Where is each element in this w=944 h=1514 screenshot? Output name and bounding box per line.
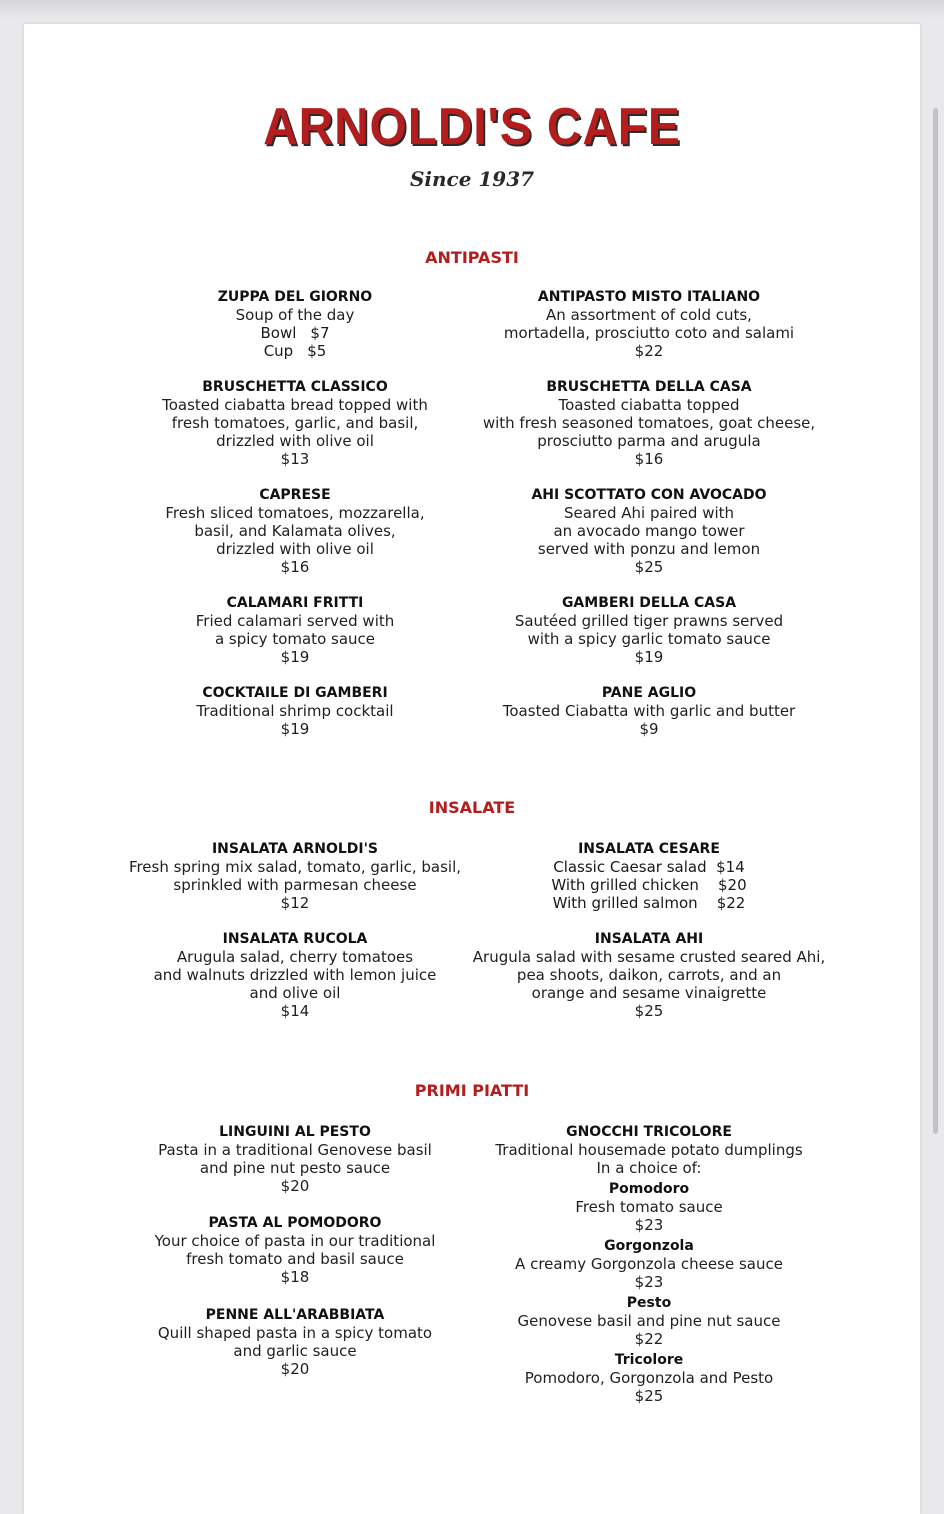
item-description: Traditional shrimp cocktail xyxy=(196,702,394,720)
logo-title: ARNOLDI'S CAFE xyxy=(263,98,681,156)
item-description: Sautéed grilled tiger prawns served xyxy=(514,612,784,630)
menu-item-caprese xyxy=(105,486,485,576)
menu-item-ahi-scottato xyxy=(459,486,839,576)
menu-item-insalata-rucola xyxy=(105,930,485,1020)
item-description: Traditional housemade potato dumplings xyxy=(495,1141,803,1159)
item-name: GNOCCHI TRICOLORE xyxy=(566,1124,732,1140)
option-row xyxy=(459,858,839,876)
option-price: $22 xyxy=(634,1330,664,1348)
item-price: $18 xyxy=(280,1268,310,1286)
item-price: $9 xyxy=(639,720,659,738)
item-description: Quill shaped pasta in a spicy tomato xyxy=(157,1324,433,1342)
option-row xyxy=(459,894,839,912)
item-description: an avocado mango tower xyxy=(553,522,745,540)
item-name: INSALATA ARNOLDI'S xyxy=(211,841,379,857)
menu-item-bruschetta-casa xyxy=(459,378,839,468)
menu-item-penne xyxy=(105,1306,485,1378)
item-description: and garlic sauce xyxy=(233,1342,357,1360)
logo-tagline: Since 1937 xyxy=(409,167,535,191)
window-top-edge xyxy=(0,0,944,20)
option-name: Pomodoro xyxy=(608,1181,690,1197)
option-price: $23 xyxy=(634,1216,664,1234)
option-price: $20 xyxy=(718,876,747,894)
item-description: Toasted ciabatta topped xyxy=(558,396,740,414)
item-price: $25 xyxy=(634,1002,664,1020)
item-price: $16 xyxy=(634,450,664,468)
menu-item-cocktaile xyxy=(105,684,485,738)
option-price: $22 xyxy=(716,894,746,912)
item-description: a spicy tomato sauce xyxy=(214,630,376,648)
menu-item-antipasto-misto xyxy=(459,288,839,360)
menu-item-bruschetta-classico xyxy=(105,378,485,468)
option-label: With grilled salmon xyxy=(552,894,698,912)
item-price: $20 xyxy=(280,1360,310,1378)
menu-item-insalata-arnoldis xyxy=(105,840,485,912)
item-name: GAMBERI DELLA CASA xyxy=(561,595,737,611)
menu-item-insalata-ahi xyxy=(459,930,839,1020)
item-price: $16 xyxy=(280,558,310,576)
item-description: In a choice of: xyxy=(596,1159,702,1177)
gnocchi-option xyxy=(459,1351,839,1405)
section-title-primi-piatti: PRIMI PIATTI xyxy=(414,1081,530,1100)
bowl-price-row xyxy=(105,324,485,342)
bowl-price: $7 xyxy=(310,324,330,342)
item-description: Your choice of pasta in our traditional xyxy=(154,1232,436,1250)
menu-item-pane-aglio xyxy=(459,684,839,738)
option-label: Classic Caesar salad xyxy=(553,858,707,876)
section-title-antipasti: ANTIPASTI xyxy=(425,248,519,267)
item-description: basil, and Kalamata olives, xyxy=(194,522,396,540)
menu-item-insalata-cesare xyxy=(459,840,839,912)
item-name: LINGUINI AL PESTO xyxy=(219,1124,371,1140)
item-price: $20 xyxy=(280,1177,310,1195)
gnocchi-option xyxy=(459,1237,839,1291)
option-price: $14 xyxy=(716,858,745,876)
item-description: Fresh spring mix salad, tomato, garlic, basil, xyxy=(128,858,462,876)
bowl-label: Bowl xyxy=(260,324,297,342)
item-description: Fresh sliced tomatoes, mozzarella, xyxy=(165,504,425,522)
item-name: ANTIPASTO MISTO ITALIANO xyxy=(537,289,761,305)
item-description: sprinkled with parmesan cheese xyxy=(173,876,417,894)
item-description: orange and sesame vinaigrette xyxy=(531,984,767,1002)
item-description: and pine nut pesto sauce xyxy=(199,1159,391,1177)
item-description: with fresh seasoned tomatoes, goat cheese, xyxy=(482,414,816,432)
item-name: INSALATA RUCOLA xyxy=(222,931,368,947)
cup-price-row xyxy=(105,342,485,360)
menu-item-gnocchi xyxy=(459,1123,839,1405)
item-name: CALAMARI FRITTI xyxy=(226,595,364,611)
item-description: Arugula salad, cherry tomatoes xyxy=(176,948,414,966)
item-name: ZUPPA DEL GIORNO xyxy=(217,289,373,305)
menu-item-zuppa xyxy=(105,288,485,360)
item-price: $12 xyxy=(280,894,310,912)
item-description: Toasted ciabatta bread topped with xyxy=(162,396,428,414)
section-title-insalate: INSALATE xyxy=(428,798,516,817)
item-name: BRUSCHETTA CLASSICO xyxy=(202,379,388,395)
option-description: A creamy Gorgonzola cheese sauce xyxy=(515,1255,783,1273)
cup-price: $5 xyxy=(307,342,327,360)
item-description: Soup of the day xyxy=(235,306,355,324)
item-name: INSALATA AHI xyxy=(594,931,704,947)
item-description: fresh tomatoes, garlic, and basil, xyxy=(171,414,419,432)
gnocchi-option xyxy=(459,1180,839,1234)
item-name: PENNE ALL'ARABBIATA xyxy=(205,1307,385,1323)
item-name: COCKTAILE DI GAMBERI xyxy=(202,685,388,701)
item-description: Arugula salad with sesame crusted seared Ahi, xyxy=(472,948,826,966)
item-price: $14 xyxy=(280,1002,310,1020)
menu-item-calamari xyxy=(105,594,485,666)
option-label: With grilled chicken xyxy=(551,876,699,894)
item-description: Pasta in a traditional Genovese basil xyxy=(158,1141,432,1159)
item-description: with a spicy garlic tomato sauce xyxy=(527,630,771,648)
cup-label: Cup xyxy=(263,342,294,360)
menu-item-linguini xyxy=(105,1123,485,1195)
item-description: An assortment of cold cuts, xyxy=(546,306,752,324)
item-price: $19 xyxy=(280,648,310,666)
item-name: PANE AGLIO xyxy=(601,685,697,701)
item-description: and walnuts drizzled with lemon juice xyxy=(153,966,437,984)
item-description: prosciutto parma and arugula xyxy=(537,432,761,450)
item-description: fresh tomato and basil sauce xyxy=(186,1250,404,1268)
option-name: Tricolore xyxy=(614,1352,684,1368)
option-description: Genovese basil and pine nut sauce xyxy=(517,1312,781,1330)
item-name: INSALATA CESARE xyxy=(578,841,720,857)
option-description: Fresh tomato sauce xyxy=(575,1198,723,1216)
gnocchi-option xyxy=(459,1294,839,1348)
item-description: drizzled with olive oil xyxy=(216,432,374,450)
item-description: Fried calamari served with xyxy=(195,612,395,630)
item-description: and olive oil xyxy=(249,984,341,1002)
menu-item-gamberi-casa xyxy=(459,594,839,666)
item-name: AHI SCOTTATO CON AVOCADO xyxy=(531,487,767,503)
item-price: $22 xyxy=(634,342,664,360)
menu-item-pasta-pomodoro xyxy=(105,1214,485,1286)
item-price: $19 xyxy=(280,720,310,738)
item-description: drizzled with olive oil xyxy=(216,540,374,558)
item-description: pea shoots, daikon, carrots, and an xyxy=(516,966,782,984)
item-name: BRUSCHETTA DELLA CASA xyxy=(546,379,752,395)
option-name: Pesto xyxy=(626,1295,672,1311)
option-price: $25 xyxy=(634,1387,664,1405)
option-name: Gorgonzola xyxy=(604,1238,694,1254)
item-price: $13 xyxy=(280,450,310,468)
item-name: CAPRESE xyxy=(259,487,331,503)
item-price: $25 xyxy=(634,558,664,576)
option-row xyxy=(459,876,839,894)
item-description: served with ponzu and lemon xyxy=(537,540,761,558)
item-name: PASTA AL POMODORO xyxy=(208,1215,382,1231)
item-price: $19 xyxy=(634,648,664,666)
option-price: $23 xyxy=(634,1273,664,1291)
option-description: Pomodoro, Gorgonzola and Pesto xyxy=(524,1369,774,1387)
item-description: mortadella, prosciutto coto and salami xyxy=(503,324,795,342)
item-description: Seared Ahi paired with xyxy=(563,504,735,522)
restaurant-logo xyxy=(0,96,944,192)
item-description: Toasted Ciabatta with garlic and butter xyxy=(502,702,796,720)
